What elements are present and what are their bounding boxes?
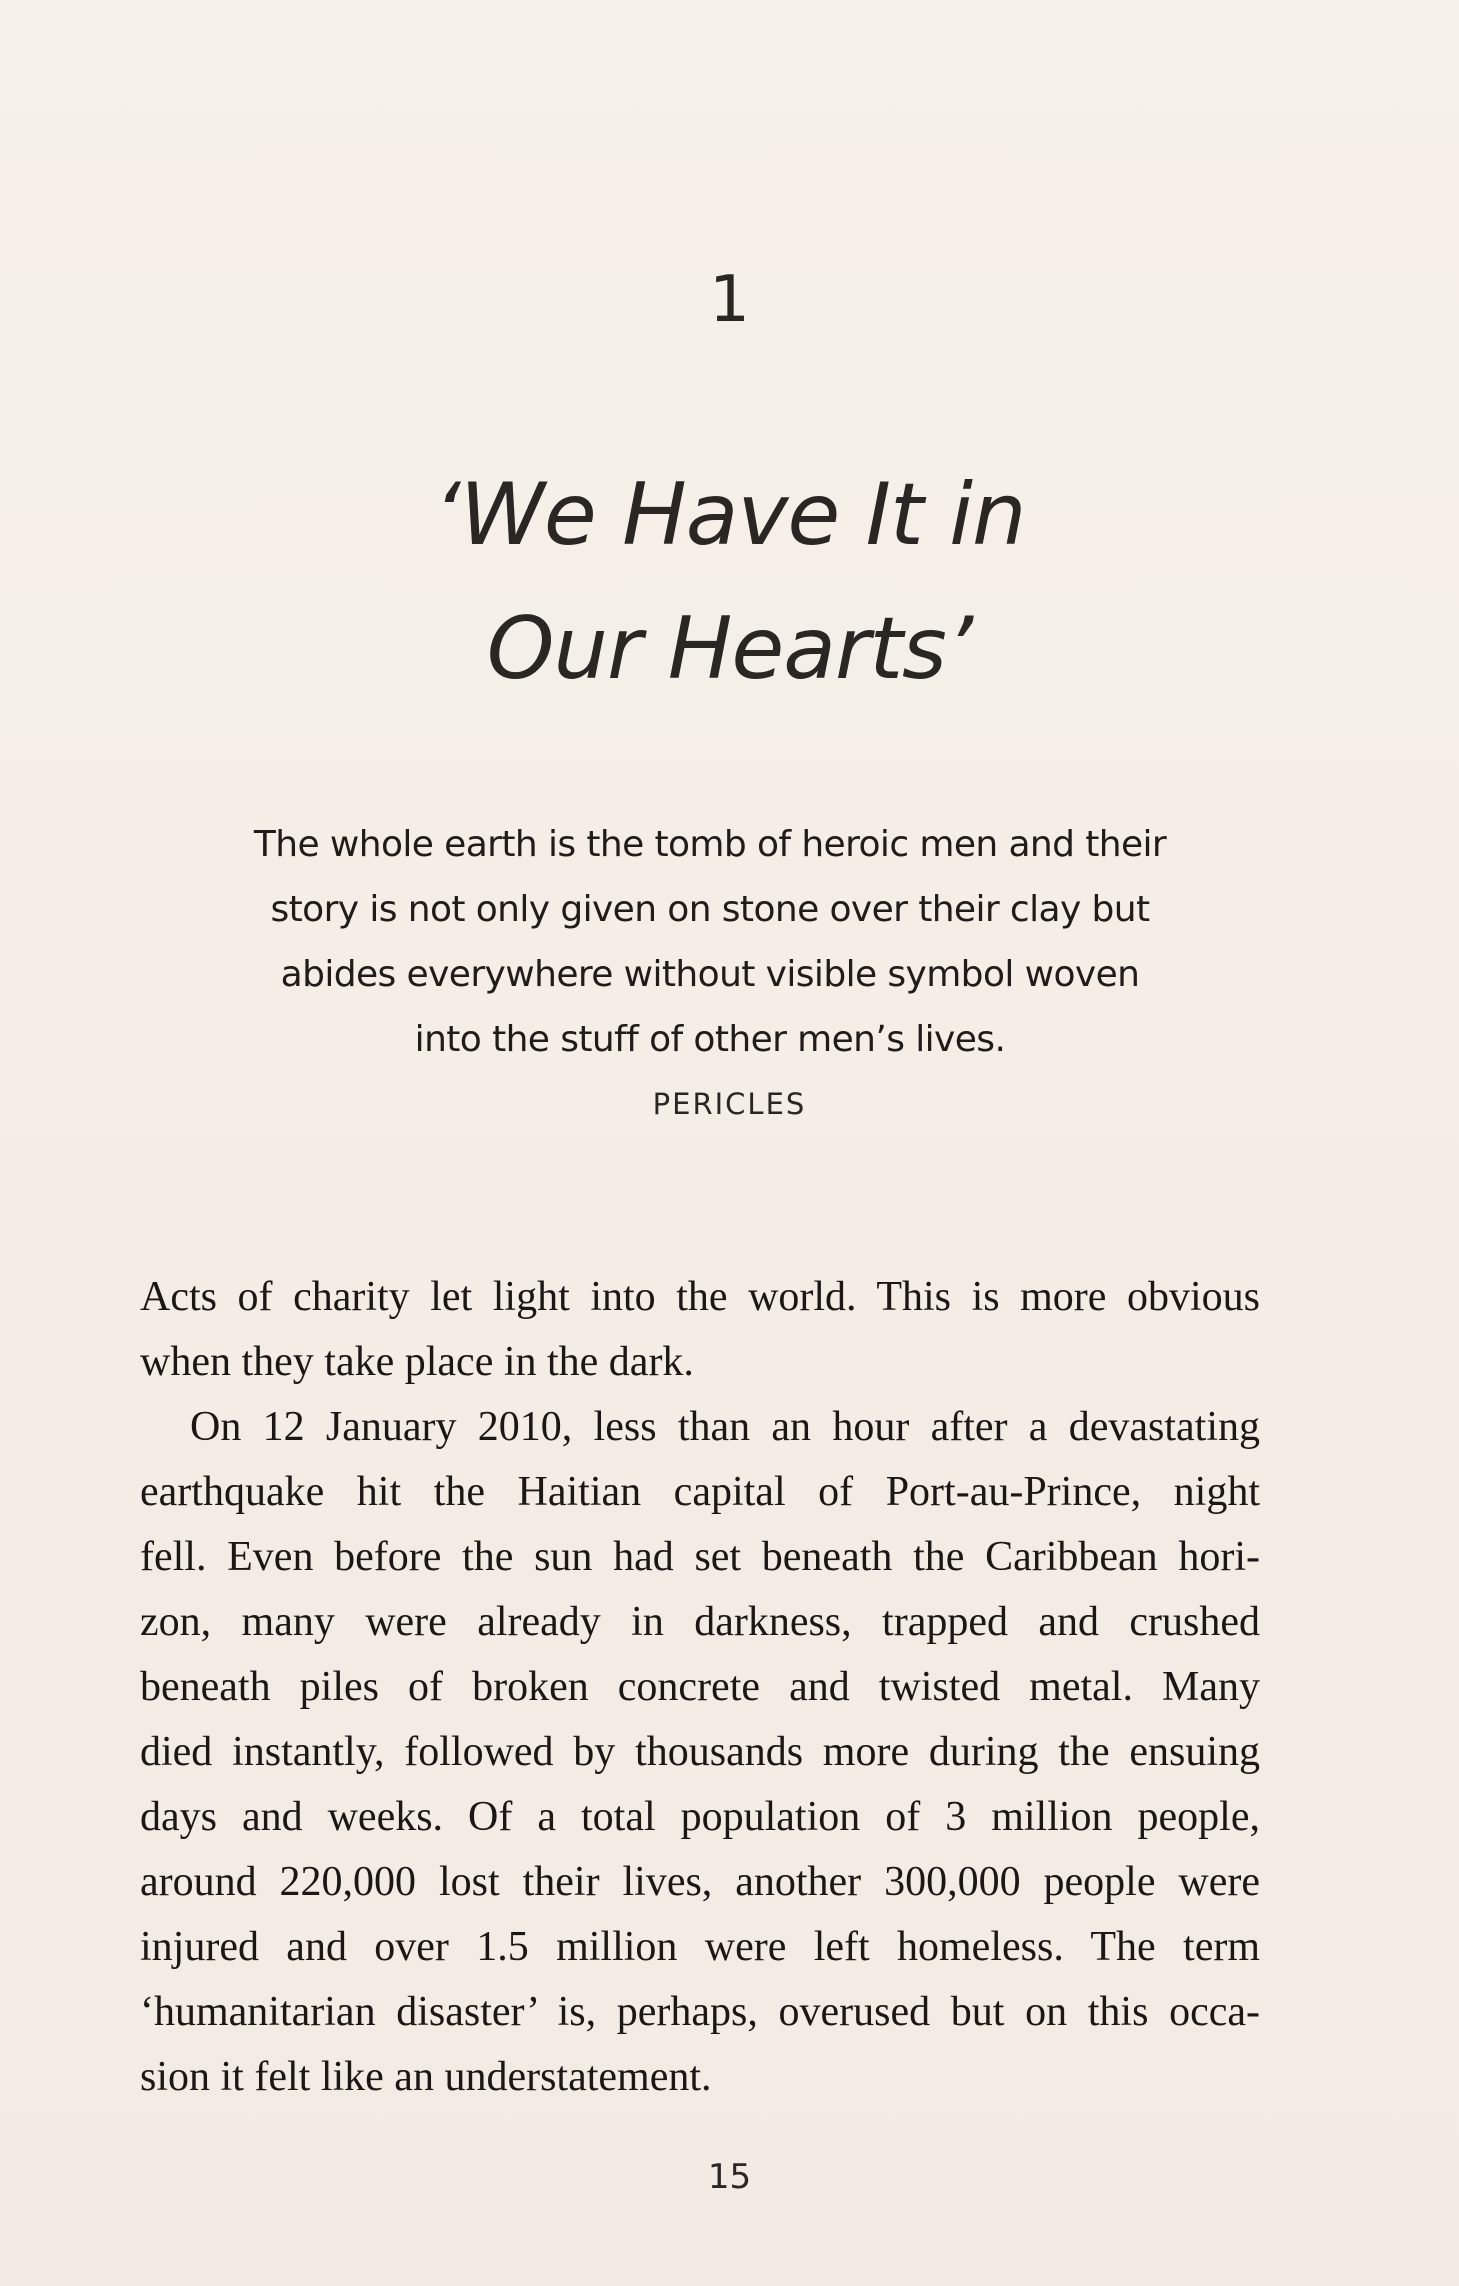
- body-line: earthquake hit the Haitian capital of Port-au-Prince, night: [140, 1469, 1260, 1515]
- body-line: injured and over 1.5 million were left homeless. The term: [140, 1924, 1260, 1970]
- epigraph-line: The whole earth is the tomb of heroic men and their: [253, 824, 1167, 865]
- body-line: when they take place in the dark.: [140, 1339, 694, 1385]
- chapter-number: 1: [709, 263, 750, 337]
- body-line: died instantly, followed by thousands more during the ensuing: [140, 1729, 1260, 1775]
- body-line: On 12 January 2010, less than an hour after a devastating: [190, 1404, 1260, 1450]
- body-line: sion it felt like an understatement.: [140, 2054, 712, 2100]
- epigraph-attribution: PERICLES: [652, 1087, 807, 1121]
- body-line: zon, many were already in darkness, trapped and crushed: [140, 1599, 1260, 1645]
- epigraph-line: story is not only given on stone over their clay but: [270, 889, 1150, 930]
- body-line: ‘humanitarian disaster’ is, perhaps, overused but on this occa-: [140, 1989, 1260, 2035]
- body-line: Acts of charity let light into the world. This is more obvious: [140, 1274, 1260, 1320]
- body-line: days and weeks. Of a total population of 3 million people,: [140, 1794, 1260, 1840]
- epigraph-line: into the stuff of other men’s lives.: [414, 1019, 1006, 1060]
- body-line: around 220,000 lost their lives, another 300,000 people were: [140, 1859, 1260, 1905]
- chapter-title: [0, 448, 1459, 716]
- body-line: fell. Even before the sun had set beneath the Caribbean hori-: [140, 1534, 1260, 1580]
- body-text: [140, 1265, 1260, 2110]
- chapter-title-line: Our Hearts’: [486, 599, 973, 699]
- body-line: beneath piles of broken concrete and twisted metal. Many: [140, 1664, 1260, 1710]
- epigraph-line: abides everywhere without visible symbol woven: [280, 954, 1140, 995]
- page-number: 15: [707, 2157, 752, 2197]
- epigraph: [200, 812, 1220, 1072]
- chapter-title-line: ‘We Have It in: [433, 465, 1026, 565]
